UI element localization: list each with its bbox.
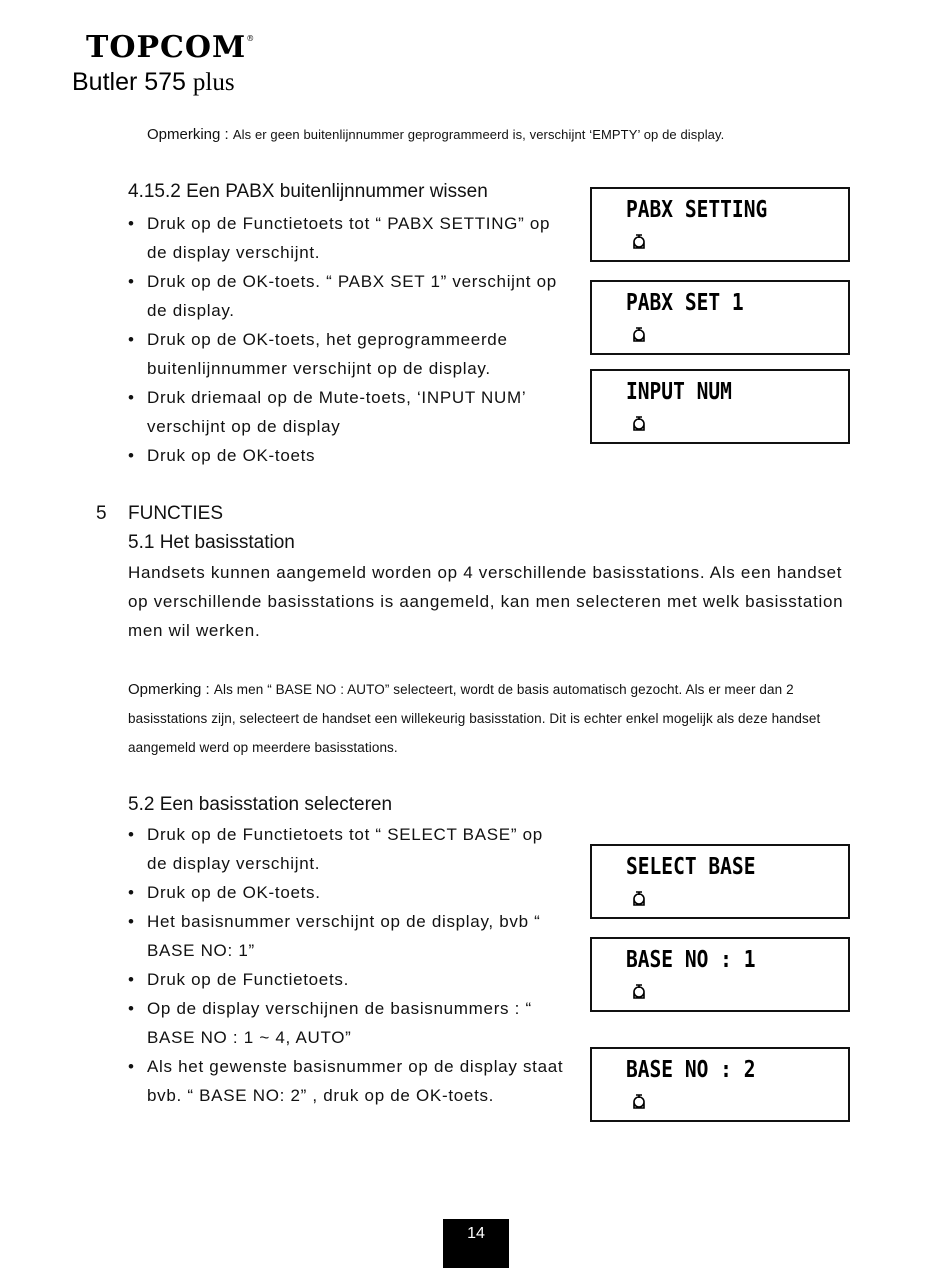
list-item: • Druk driemaal op de Mute-toets, ‘INPUT NUM’ verschijnt op de display	[128, 383, 568, 441]
handset-icon	[632, 1093, 646, 1111]
logo-text: TOPCOM	[86, 30, 247, 65]
section-52-bullets	[128, 820, 568, 1110]
note-empty-text: Als er geen buitenlijnnummer geprogrammeerd is, verschijnt ‘EMPTY’ op de display.	[232, 127, 725, 142]
lcd-text: BASE NO : 2	[626, 1057, 756, 1083]
list-item: • Druk op de Functietoets tot “ PABX SETTING” op de display verschijnt.	[128, 209, 568, 267]
page-number: 14	[443, 1219, 509, 1268]
lcd-text: PABX SET 1	[626, 290, 744, 316]
lcd-display	[590, 937, 850, 1012]
section-51-title: 5.1 Het basisstation	[128, 532, 295, 553]
section-52-title: 5.2 Een basisstation selecteren	[128, 794, 393, 815]
section-51-text: Handsets kunnen aangemeld worden op 4 verschillende basisstations. Als een handset op verschillende basisstations is aangemeld, kan men selecteren met welk basisstation men wil werken.	[128, 563, 844, 640]
list-item: • Als het gewenste basisnummer op de display staat bvb. “ BASE NO: 2” , druk op de OK-toets.	[128, 1052, 568, 1110]
note-text: Als men “ BASE NO : AUTO” selecteert, wordt de basis automatisch gezocht. Als er meer dan 2 basisstations zijn, selecteert de handset een willekeurig basisstation. Dit is echter enkel mogelijk als deze handset aangemeld werd op meerdere basisstations.	[128, 682, 821, 755]
note-empty	[147, 126, 724, 143]
lcd-text: PABX SETTING	[626, 197, 768, 223]
lcd-display	[590, 369, 850, 444]
section-51-note	[128, 675, 848, 762]
handset-icon	[632, 415, 646, 433]
logo	[86, 30, 255, 65]
handset-icon	[632, 326, 646, 344]
lcd-text: BASE NO : 1	[626, 947, 756, 973]
handset-icon	[632, 890, 646, 908]
lcd-display	[590, 280, 850, 355]
list-item: • Druk op de OK-toets. “ PABX SET 1” verschijnt op de display.	[128, 267, 568, 325]
lcd-text: SELECT BASE	[626, 854, 756, 880]
lcd-display	[590, 844, 850, 919]
list-item: • Druk op de OK-toets	[128, 441, 568, 470]
list-item: • Op de display verschijnen de basisnummers : “ BASE NO : 1 ~ 4, AUTO”	[128, 994, 568, 1052]
registered-mark: ®	[246, 34, 256, 43]
product-suffix: plus	[192, 69, 235, 96]
chapter-title: FUNCTIES	[128, 503, 223, 524]
note-empty-label: Opmerking :	[147, 126, 229, 143]
lcd-text: INPUT NUM	[626, 379, 732, 405]
product-model: Butler 575	[72, 68, 186, 96]
section-4152-bullets	[128, 209, 568, 470]
note-label: Opmerking :	[128, 681, 210, 698]
chapter-number: 5	[96, 503, 107, 524]
list-item: • Het basisnummer verschijnt op de display, bvb “ BASE NO: 1”	[128, 907, 568, 965]
list-item: • Druk op de Functietoets.	[128, 965, 568, 994]
list-item: • Druk op de OK-toets.	[128, 878, 568, 907]
list-item: • Druk op de OK-toets, het geprogrammeerde buitenlijnnummer verschijnt op de display.	[128, 325, 568, 383]
lcd-display	[590, 1047, 850, 1122]
handset-icon	[632, 233, 646, 251]
product-name	[72, 68, 235, 97]
list-item: • Druk op de Functietoets tot “ SELECT BASE” op de display verschijnt.	[128, 820, 568, 878]
handset-icon	[632, 983, 646, 1001]
section-4152-title: 4.15.2 Een PABX buitenlijnnummer wissen	[128, 181, 488, 202]
lcd-display	[590, 187, 850, 262]
